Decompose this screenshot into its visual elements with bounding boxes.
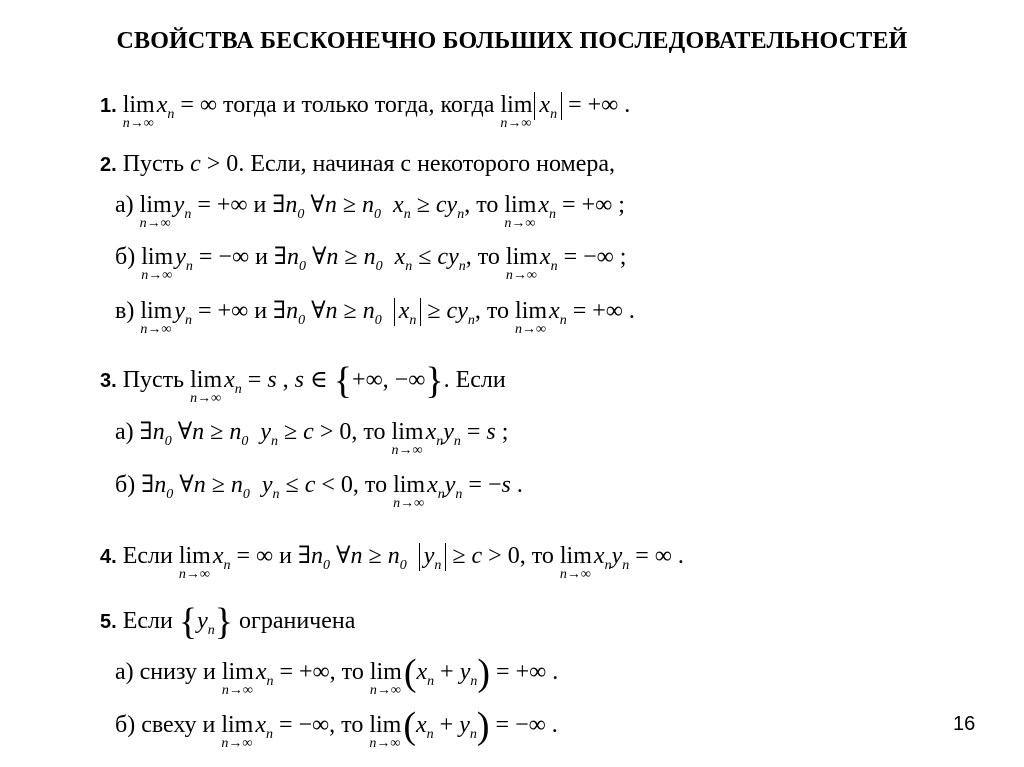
property-3-case-a: а) $\exists n_0$ ∀n ≥ $n_0$ $y_n \ge c > 0$, то lim n→∞ $x_ny_n = s$ ;: [115, 419, 509, 458]
property-1-text: тогда и только тогда, когда: [223, 92, 495, 118]
property-3-case-b: б) $\exists n_0$ ∀n ≥ $n_0$ $y_n \le c < 0$, то lim n→∞ $x_ny_n = -s$ .: [115, 472, 523, 511]
property-3: 3. Пусть lim n→∞ $x_n = s$ , s ∈ {+∞, −∞}. Если: [100, 360, 506, 406]
property-5-case-b: б) свеху и lim n→∞ $x_n$ = −∞, то lim n→∞ $(x_n + y_n)$ = −∞ .: [115, 705, 558, 751]
property-5-case-a: а) снизу и lim n→∞ $x_n$ = +∞, то lim n→∞ $(x_n + y_n)$ = +∞ .: [115, 652, 559, 698]
property-5: 5. Если $\{y_n\}$ ограничена: [100, 601, 356, 643]
page-number: 16: [953, 713, 976, 735]
property-2-case-b: б) lim n→∞ $y_n$ = −∞ и $\exists n_0$ ∀n ≥ $n_0$ $x_n \le cy_n$, то lim n→∞ $x_n$ = −∞ ;: [115, 244, 627, 283]
property-2-case-a: а) lim n→∞ $y_n$ = +∞ и $\exists n_0$ ∀n ≥ $n_0$ $x_n \ge cy_n$, то lim n→∞ $x_n$ = +∞ ;: [115, 192, 625, 231]
slide-title: СВОЙСТВА БЕСКОНЕЧНО БОЛЬШИХ ПОСЛЕДОВАТЕЛЬНОСТЕЙ: [116, 28, 908, 54]
property-1: 1. lim n→∞ $x_n$ = ∞ тогда и только тогда, когда lim n→∞ $x_n$ = +∞ .: [100, 92, 631, 131]
property-2: 2. Пусть c > 0. Если, начиная с некоторого номера,: [100, 151, 615, 177]
property-2-case-c: в) lim n→∞ $y_n$ = +∞ и $\exists n_0$ ∀n ≥ $n_0$ $x_n \ge cy_n$, то lim n→∞ $x_n$ = +∞ .: [115, 298, 635, 337]
property-4: 4. Если lim n→∞ $x_n$ = ∞ и $\exists n_0$ ∀n ≥ $n_0$ $y_n \ge c > 0$, то lim n→∞ $x_ny_n$ = ∞ .: [100, 543, 684, 582]
